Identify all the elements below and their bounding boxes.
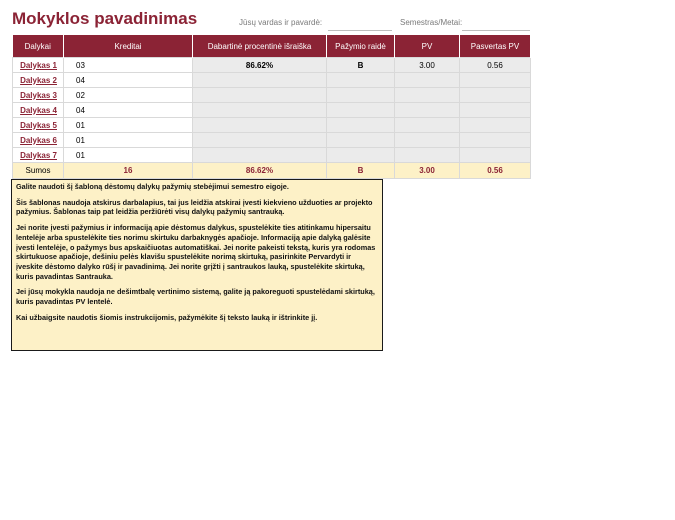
subject-link[interactable]: Dalykas 1 <box>13 58 64 73</box>
weighted-cell <box>460 73 531 88</box>
table-row <box>13 118 531 133</box>
percent-cell <box>193 118 327 133</box>
gpa-cell <box>395 88 460 103</box>
instructions-paragraph: Kai užbaigsite naudotis šiomis instrukcijomis, pažymėkite šį teksto lauką ir ištrinkite jį. <box>16 312 318 322</box>
percent-cell <box>193 73 327 88</box>
gpa-cell: 3.00 <box>395 58 460 73</box>
subject-link[interactable]: Dalykas 5 <box>13 118 64 133</box>
percent-cell: 86.62% <box>193 58 327 73</box>
table-row <box>13 88 531 103</box>
instructions-paragraph: Šis šablonas naudoja atskirus darbalapius, tai jus leidžia atskirai įvesti kiekvieno užduoties ar projekto pažymius. Šablonas taip pat leidžia peržiūrėti visų dalykų pažymių santrauką. <box>16 197 373 217</box>
letter-cell <box>327 148 395 163</box>
gpa-cell <box>395 103 460 118</box>
subject-link[interactable]: Dalykas 4 <box>13 103 64 118</box>
letter-cell <box>327 118 395 133</box>
col-header-subjects: Dalykai <box>13 35 64 58</box>
total-letter: B <box>327 163 395 179</box>
instructions-paragraph: Jei jūsų mokykla naudoja ne dešimtbalę vertinimo sistemą, galite ją pakoreguoti spustelėdami skirtuką, kuris pavadintas PV lentelė. <box>16 287 375 307</box>
col-header-credits: Kreditai <box>64 35 193 58</box>
table-row <box>13 73 531 88</box>
percent-cell <box>193 103 327 118</box>
gpa-cell <box>395 73 460 88</box>
totals-row <box>13 163 531 179</box>
credits-cell[interactable]: 04 <box>64 73 193 88</box>
subject-link[interactable]: Dalykas 2 <box>13 73 64 88</box>
totals-label: Sumos <box>13 163 64 179</box>
credits-cell[interactable]: 03 <box>64 58 193 73</box>
credits-cell[interactable]: 04 <box>64 103 193 118</box>
instructions-textbox[interactable] <box>11 179 383 351</box>
grades-table <box>12 35 531 179</box>
percent-cell <box>193 88 327 103</box>
percent-cell <box>193 148 327 163</box>
table-row <box>13 58 531 73</box>
weighted-cell <box>460 148 531 163</box>
credits-cell[interactable]: 01 <box>64 133 193 148</box>
weighted-cell <box>460 118 531 133</box>
instructions-paragraph: Galite naudoti šį šabloną dėstomų dalykų pažymių stebėjimui semestro eigoje. <box>16 182 289 191</box>
col-header-percent: Dabartinė procentinė išraiška <box>193 35 327 58</box>
total-gpa: 3.00 <box>395 163 460 179</box>
weighted-cell <box>460 133 531 148</box>
subject-link[interactable]: Dalykas 3 <box>13 88 64 103</box>
letter-cell <box>327 88 395 103</box>
total-credits: 16 <box>64 163 193 179</box>
student-name-label: Jūsų vardas ir pavardė: <box>239 18 323 27</box>
semester-label: Semestras/Metai: <box>400 18 463 27</box>
subject-link[interactable]: Dalykas 7 <box>13 148 64 163</box>
total-percent: 86.62% <box>193 163 327 179</box>
credits-cell[interactable]: 02 <box>64 88 193 103</box>
credits-cell[interactable]: 01 <box>64 118 193 133</box>
letter-cell <box>327 133 395 148</box>
letter-cell <box>327 103 395 118</box>
subject-link[interactable]: Dalykas 6 <box>13 133 64 148</box>
table-header-row <box>13 35 531 58</box>
percent-cell <box>193 133 327 148</box>
col-header-letter: Pažymio raidė <box>327 35 395 58</box>
credits-cell[interactable]: 01 <box>64 148 193 163</box>
instructions-paragraph: Jei norite įvesti pažymius ir informaciją apie dėstomus dalykus, spustelėkite ties atitinkamu hipersaitu lentelėje arba spustelėkite ties norimu skirtuku darbaknygės apačioje. Informaciją apie dalyką galėsite įvesti lentelėje, o pažymys bus apskaičiuotas automatiškai. Jei norite pakeisti tekstą, kuris yra rodomas skirtukuose apačioje, dešiniu pelės klavišu spustelėkite norimą skirtuką, pasirinkite Pervardyti ir įveskite dėstomo dalyko rūšį ir pavadinimą. Jei norite grįžti į santraukos lauką, spustelėkite skirtuką, kuris pavadintas Santrauka. <box>16 223 376 281</box>
weighted-cell <box>460 88 531 103</box>
col-header-gpa: PV <box>395 35 460 58</box>
gpa-cell <box>395 118 460 133</box>
table-row <box>13 103 531 118</box>
table-row <box>13 133 531 148</box>
page-title: Mokyklos pavadinimas <box>12 9 198 28</box>
table-row <box>13 148 531 163</box>
gpa-cell <box>395 133 460 148</box>
total-weighted: 0.56 <box>460 163 531 179</box>
weighted-cell <box>460 103 531 118</box>
col-header-weighted: Pasvertas PV <box>460 35 531 58</box>
semester-field[interactable] <box>462 30 530 31</box>
letter-cell: B <box>327 58 395 73</box>
gpa-cell <box>395 148 460 163</box>
weighted-cell: 0.56 <box>460 58 531 73</box>
letter-cell <box>327 73 395 88</box>
student-name-field[interactable] <box>328 30 392 31</box>
